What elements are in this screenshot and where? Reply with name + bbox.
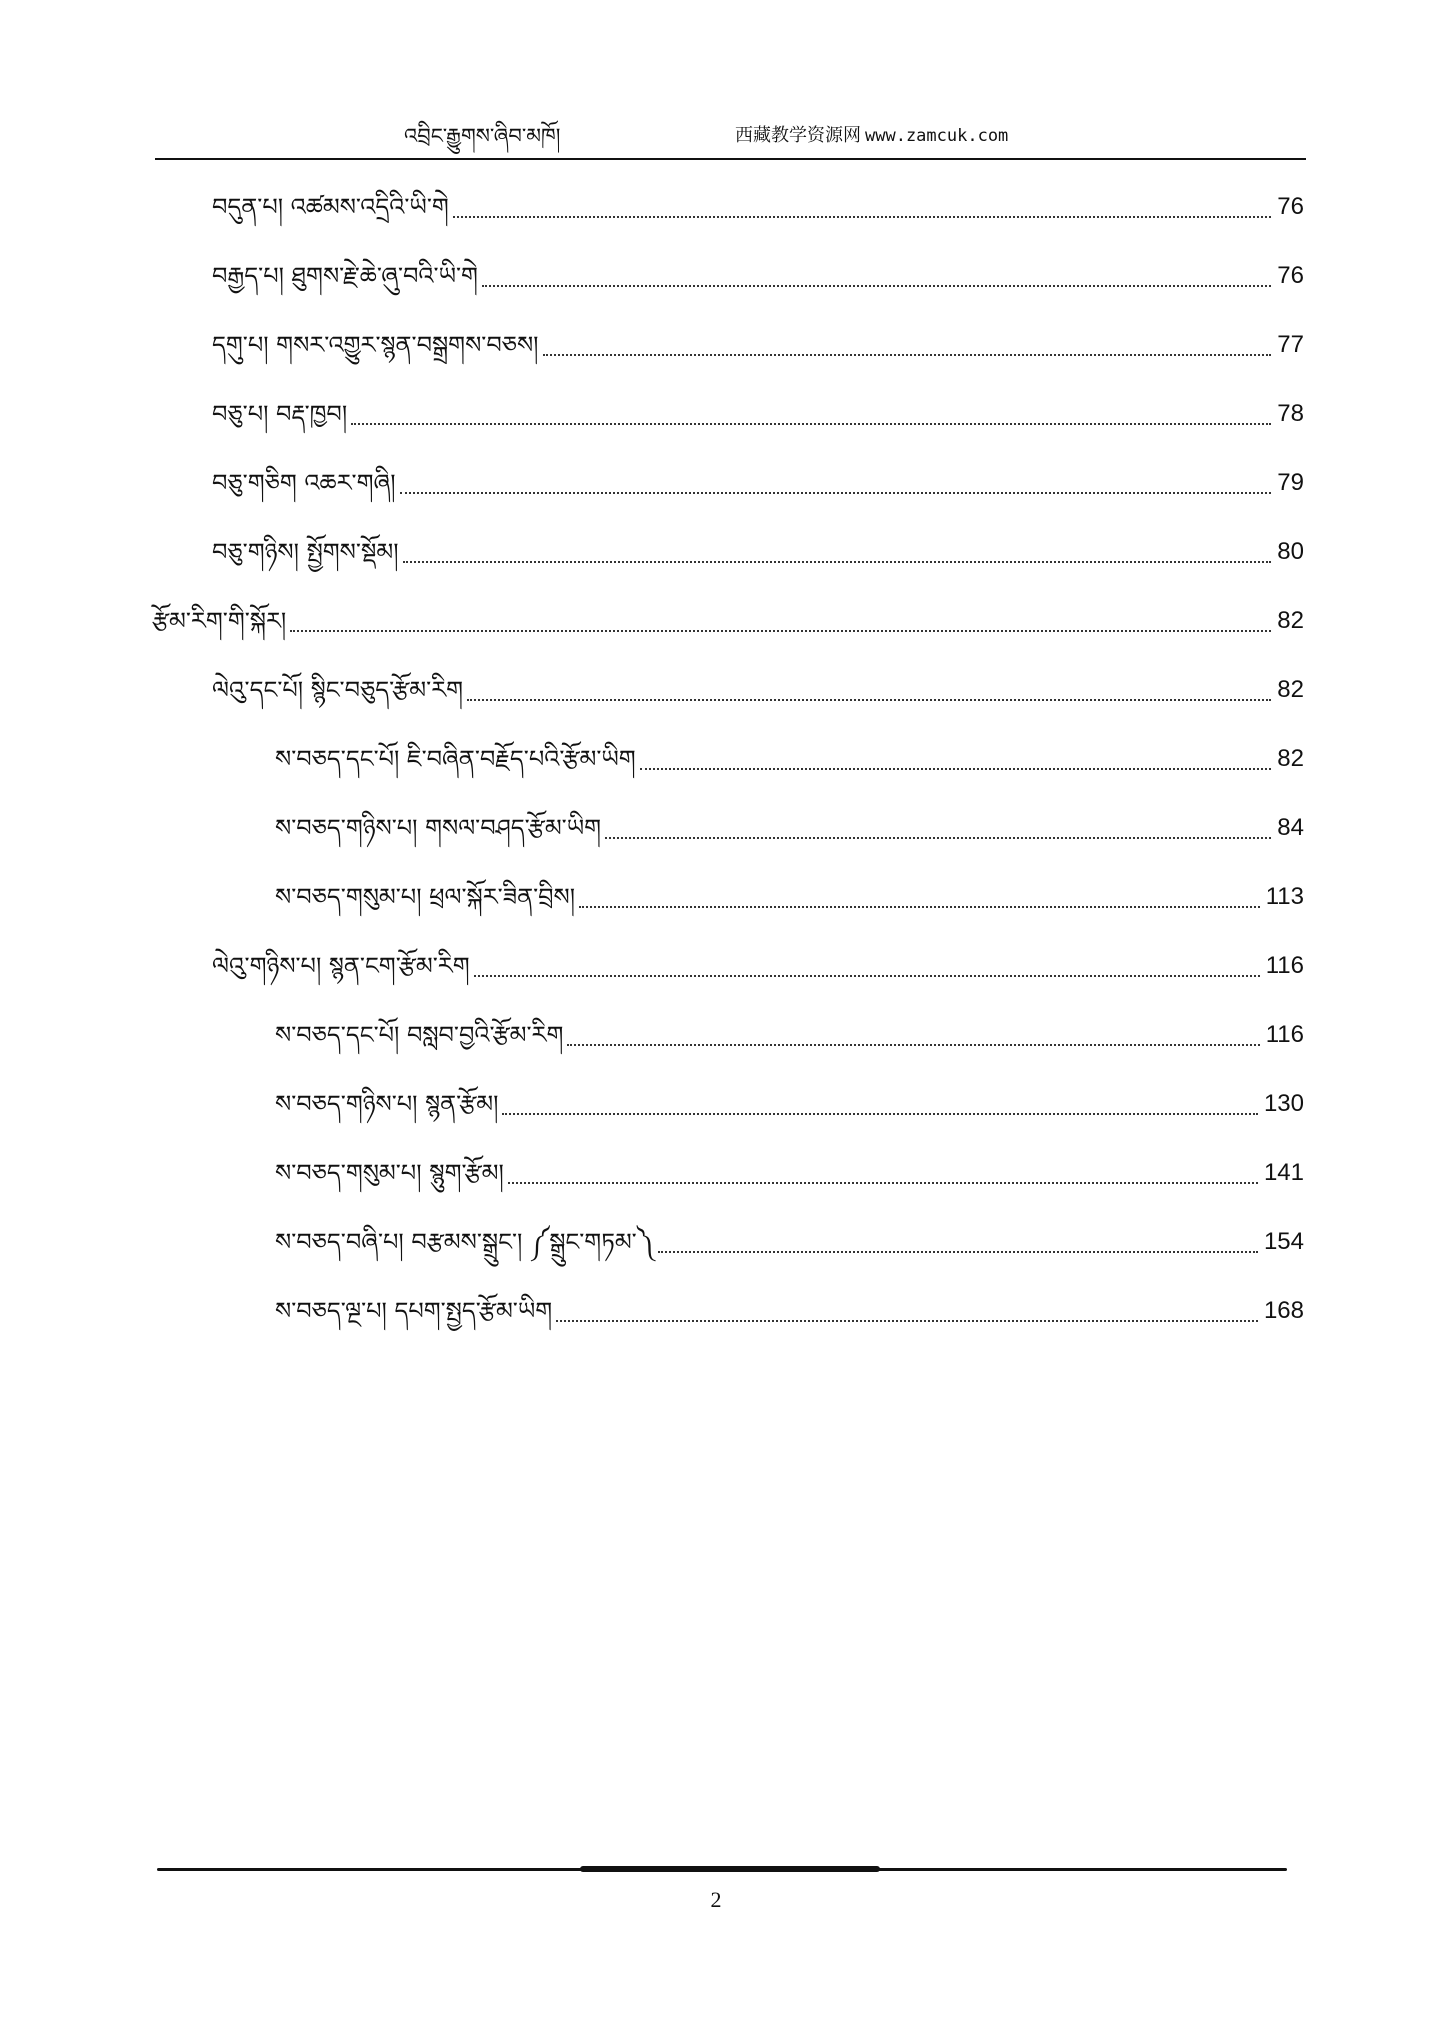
- dot-leader: [658, 1251, 1258, 1253]
- dot-leader: [290, 630, 1271, 632]
- toc-entry-page: 76: [1277, 193, 1304, 220]
- toc-entry-page: 80: [1277, 538, 1304, 565]
- dot-leader: [351, 423, 1271, 425]
- toc-entry-page: 79: [1277, 469, 1304, 496]
- toc-entry[interactable]: [212, 528, 1304, 572]
- dot-leader: [640, 768, 1272, 770]
- page-number: 2: [710, 1887, 722, 1912]
- dot-leader: [467, 699, 1271, 701]
- toc-entry-page: 82: [1277, 745, 1304, 772]
- toc-entry-title: ས་བཅད་བཞི་པ། བརྩམས་སྒྲུང་། ༼སྒྲུང་གཏམ་༽: [275, 1228, 654, 1256]
- dot-leader: [453, 216, 1272, 218]
- toc-entry-page: 154: [1263, 1228, 1304, 1255]
- toc-entry-title: ལེའུ་དང་པོ། སྙིང་བཅུད་རྩོམ་རིག: [212, 676, 464, 704]
- toc-entry-title: ས་བཅད་ལྔ་པ། དཔག་སྤྱད་རྩོམ་ཡིག: [275, 1297, 553, 1325]
- site-name: 西藏教学资源网: [735, 125, 861, 146]
- toc-entry[interactable]: [275, 1080, 1304, 1124]
- dot-leader: [508, 1182, 1258, 1184]
- toc-entry[interactable]: [212, 390, 1304, 434]
- toc-entry-page: 168: [1263, 1297, 1304, 1324]
- toc-entry-page: 113: [1265, 883, 1304, 910]
- toc-entry[interactable]: [212, 459, 1304, 503]
- toc-entry[interactable]: [212, 666, 1304, 710]
- toc-entry[interactable]: [275, 804, 1304, 848]
- toc-entry-title: ས་བཅད་དང་པོ། ཇི་བཞིན་བརྗོད་པའི་རྩོམ་ཡིག: [275, 745, 636, 773]
- toc-entry-page: 116: [1265, 1021, 1304, 1048]
- dot-leader: [482, 285, 1271, 287]
- toc-entry-page: 141: [1263, 1159, 1304, 1186]
- toc-entry-page: 77: [1277, 331, 1304, 358]
- dot-leader: [605, 837, 1271, 839]
- toc-entry-title: ས་བཅད་གསུམ་པ། སྙུག་རྩོམ།: [275, 1159, 504, 1187]
- dot-leader: [579, 906, 1260, 908]
- toc-entry-title: ས་བཅད་གཉིས་པ། གསལ་བཤད་རྩོམ་ཡིག: [275, 814, 602, 842]
- toc-entry-page: 82: [1277, 607, 1304, 634]
- toc-entry-title: དགུ་པ། གསར་འགྱུར་སྙན་བསྒྲགས་བཅས།: [212, 331, 539, 359]
- toc-entry-title: བཅུ་གཅིག འཆར་གཞི།: [212, 469, 396, 497]
- toc-entry[interactable]: [275, 1287, 1304, 1331]
- dot-leader: [403, 561, 1272, 563]
- toc-entry-title: ལེའུ་གཉིས་པ། སྙན་ངག་རྩོམ་རིག: [212, 952, 470, 980]
- toc-entry[interactable]: [212, 183, 1304, 227]
- toc-entry[interactable]: [275, 873, 1304, 917]
- book-title: འབྲིང་རྒྱུགས་ཞིབ་མཁོ།: [404, 124, 561, 148]
- toc-entry-title: ས་བཅད་དང་པོ། བསླབ་བྱའི་རྩོམ་རིག: [275, 1021, 564, 1049]
- toc-entry-title: ས་བཅད་གསུམ་པ། ཕྲལ་སྐོར་ཟིན་བྲིས།: [275, 883, 576, 911]
- toc-entry[interactable]: [275, 1011, 1304, 1055]
- site-url: www.zamcuk.com: [865, 126, 1009, 146]
- toc-entry[interactable]: [275, 735, 1304, 779]
- dot-leader: [400, 492, 1272, 494]
- toc-entry-page: 76: [1277, 262, 1304, 289]
- toc-entry[interactable]: [152, 597, 1304, 641]
- toc-entry-title: རྩོམ་རིག་གི་སྐོར།: [152, 607, 287, 635]
- toc-entry-title: བཅུ་པ། བརྡ་ཁྱབ།: [212, 400, 348, 428]
- toc-entry-page: 84: [1277, 814, 1304, 841]
- toc-entry[interactable]: [212, 321, 1304, 365]
- toc-entry-page: 78: [1277, 400, 1304, 427]
- toc-entry[interactable]: [212, 252, 1304, 296]
- toc-entry-title: བདུན་པ། འཚམས་འདྲིའི་ཡི་གེ: [212, 193, 449, 221]
- footer-divider-accent: [580, 1866, 880, 1872]
- toc-entry-title: བཅུ་གཉིས། སྤྱོགས་སྡོམ།: [212, 538, 399, 566]
- toc-entry-page: 130: [1263, 1090, 1304, 1117]
- toc-entry-title: ས་བཅད་གཉིས་པ། སྙན་རྩོམ།: [275, 1090, 499, 1118]
- toc-entry-page: 116: [1265, 952, 1304, 979]
- dot-leader: [474, 975, 1260, 977]
- toc-entry[interactable]: [275, 1218, 1304, 1262]
- toc-entry[interactable]: [275, 1149, 1304, 1193]
- dot-leader: [567, 1044, 1259, 1046]
- dot-leader: [502, 1113, 1257, 1115]
- toc-entry[interactable]: [212, 942, 1304, 986]
- dot-leader: [556, 1320, 1258, 1322]
- dot-leader: [543, 354, 1272, 356]
- toc-entry-title: བརྒྱད་པ། ཐུགས་རྗེ་ཆེ་ཞུ་བའི་ཡི་གེ: [212, 262, 478, 290]
- toc-entry-page: 82: [1277, 676, 1304, 703]
